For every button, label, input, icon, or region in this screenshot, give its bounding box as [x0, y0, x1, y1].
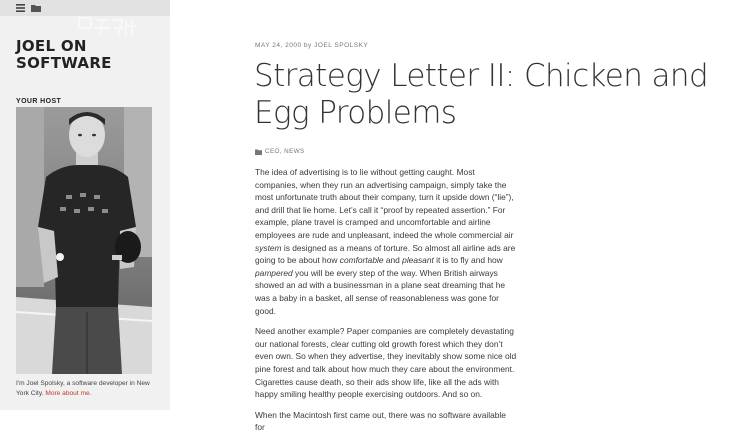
folder-icon[interactable] [30, 2, 42, 14]
paragraph-text: and [383, 255, 403, 266]
post-date[interactable]: MAY 24, 2000 [255, 42, 302, 49]
paragraph-text: The idea of advertising is to lie without getting caught. Most companies, when they run an advertising campaign, simply take the most unfortunate truth about their company, turn it upside down (“lie”), and drill that lie home. Let’s call it “proof by repeated assertion.” For example, plane travel is cramped and uncomfortable and airline employees are rude and unpleasant, indeed the whole commercial air [255, 167, 514, 240]
emphasis: pampered [255, 267, 293, 278]
emphasis: system [255, 242, 282, 253]
paragraph: Need another example? Paper companies are completely devastating our national forests, clear cutting old growth forest which they don’t even own. So when they advertise, they inevitably show some nice old pine forest and talk about how much they care about the environment. Cigarettes cause death, so their ads show life, like all the ads with happy smiling healthy people exercising outdoors. And so on. [255, 326, 517, 400]
paragraph-text: you will be every step of the way. When British airways showed an ad with a businessman in a plane seat dreaming that he was a baby in a basket, all sense of reasonableness was gone for good. [255, 267, 506, 316]
more-about-me-link[interactable]: More about me. [45, 390, 92, 397]
post-body [255, 166, 517, 442]
paragraph [255, 166, 517, 317]
menu-icon[interactable] [14, 2, 26, 14]
site-title-line-2[interactable]: SOFTWARE [16, 54, 112, 72]
folder-icon [255, 149, 262, 155]
sidebar [0, 0, 170, 410]
article [254, 0, 725, 433]
post-meta [255, 42, 368, 49]
paragraph: When the Macintosh first came out, there was no software available for [255, 409, 506, 433]
emphasis: comfortable [339, 255, 384, 266]
post-title: Strategy Letter II: Chicken and Egg Problems [254, 58, 709, 131]
emphasis: pleasant [402, 255, 434, 266]
host-heading: YOUR HOST [16, 98, 62, 105]
host-photo [16, 107, 152, 374]
top-toolbar [0, 0, 170, 16]
site-title[interactable] [16, 38, 112, 72]
paragraph-text: it is to fly and how [433, 255, 503, 266]
host-bio [16, 379, 156, 399]
site-title-line-1[interactable]: JOEL ON [16, 37, 87, 55]
paragraph-text: is designed as a means of torture. So almost all airline ads are going to be about how [255, 242, 516, 266]
post-author[interactable]: JOEL SPOLSKY [314, 42, 369, 49]
host-bio-text: I'm Joel Spolsky, a software developer in New York City. [16, 380, 150, 397]
post-categories [255, 148, 305, 155]
post-by: by [303, 42, 312, 49]
post-categories-text[interactable]: CEO, NEWS [265, 148, 305, 155]
